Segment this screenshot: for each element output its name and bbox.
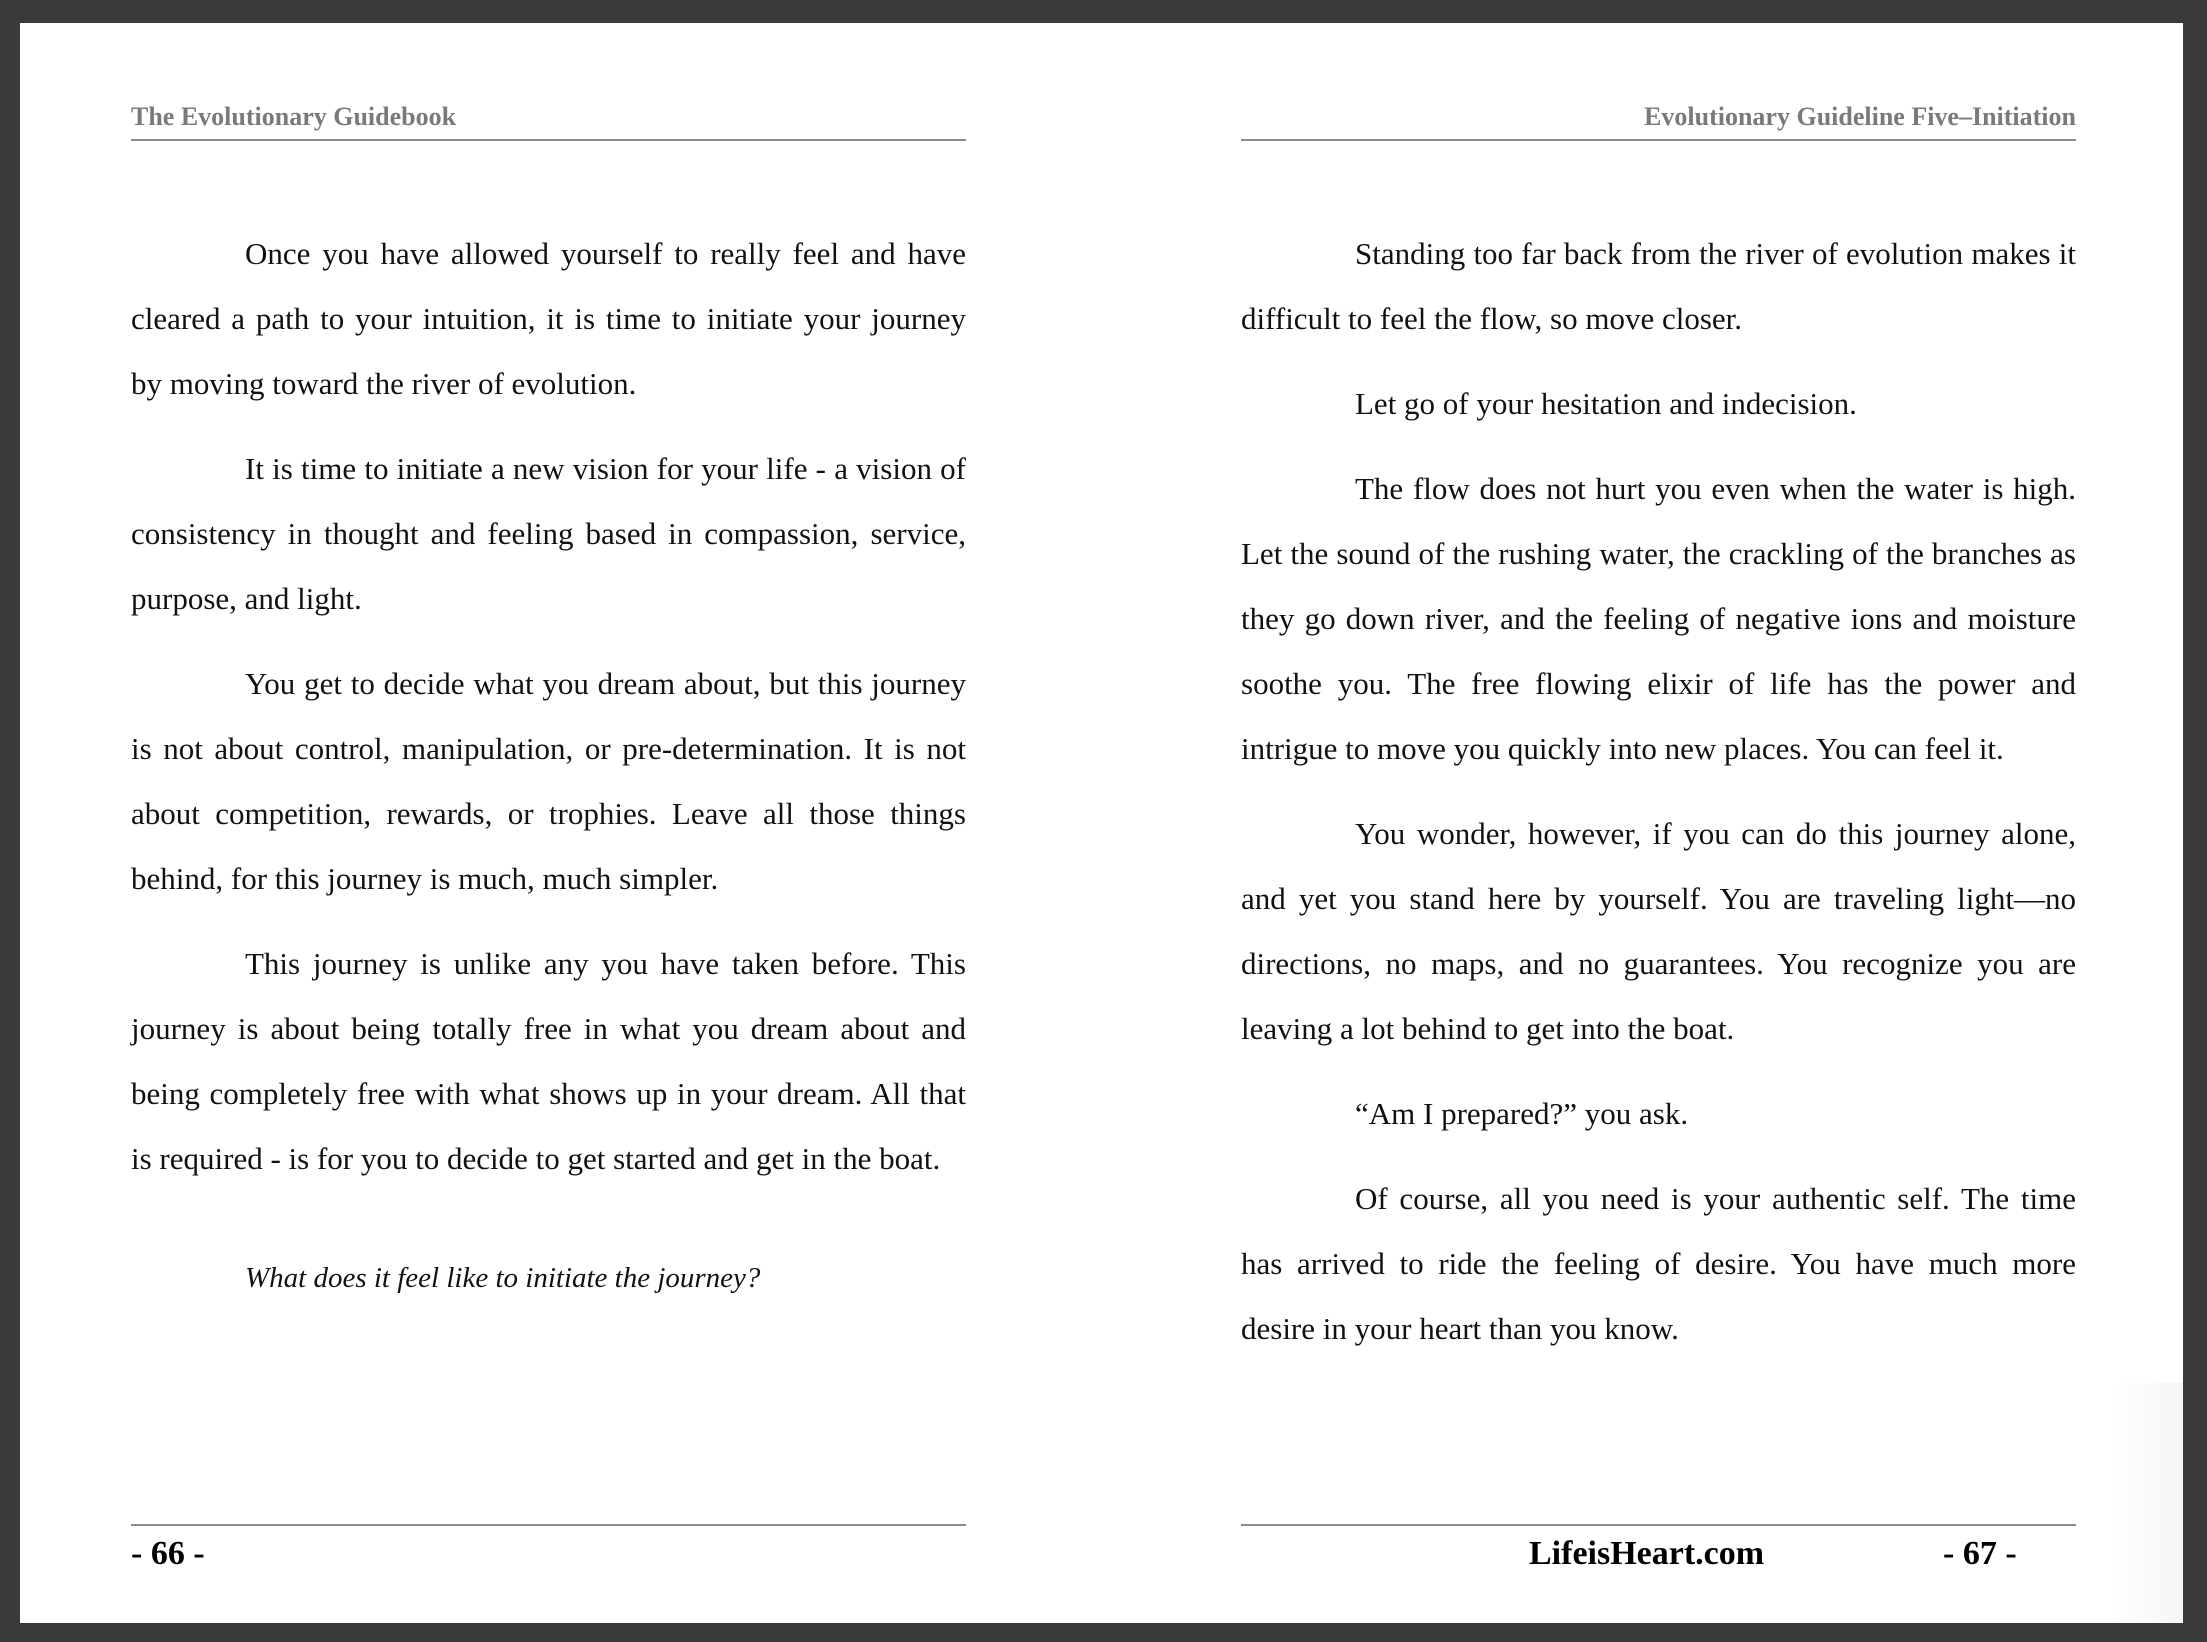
footer-rule — [131, 1524, 966, 1526]
paragraph: Once you have allowed yourself to really feel and have cleared a path to your intuition, it is time to initiate your journey by moving toward the river of evolution. — [131, 236, 966, 401]
paragraph: You wonder, however, if you can do this journey alone, and yet you stand here by yourself. You are traveling light—no directions, no maps, and no guarantees. You recognize you are leaving a lot behind to get into the boat. — [1241, 816, 2076, 1046]
website-footer: LifeisHeart.com — [1529, 1535, 1765, 1572]
header-rule — [131, 139, 966, 141]
running-head-left: The Evolutionary Guidebook — [131, 102, 457, 131]
page-number-right: - 67 - — [1943, 1535, 2017, 1572]
book-spread — [20, 23, 2183, 1623]
header-rule — [1241, 139, 2076, 141]
footer-rule — [1241, 1524, 2076, 1526]
paragraph: Standing too far back from the river of evolution makes it difficult to feel the flow, so move closer. — [1241, 236, 2076, 336]
paragraph: Let go of your hesitation and indecision. — [1355, 386, 1857, 421]
paragraph: You get to decide what you dream about, but this journey is not about control, manipulation, or pre-determination. It is not about competition, rewards, or trophies. Leave all those things behind, for this journey is much, much simpler. — [131, 666, 966, 896]
right-page — [1241, 23, 2076, 1623]
running-head-right: Evolutionary Guideline Five–Initiation — [1644, 102, 2076, 131]
page-curl-shadow — [2113, 1383, 2183, 1623]
left-page — [131, 23, 966, 1623]
right-body-text — [1241, 221, 2076, 1381]
paragraph: It is time to initiate a new vision for your life - a vision of consistency in thought and feeling based in compassion, service, purpose, and light. — [131, 451, 966, 616]
left-body-text — [131, 221, 966, 1331]
page-number-left: - 66 - — [131, 1535, 205, 1572]
reflection-question: What does it feel like to initiate the journey? — [245, 1262, 761, 1294]
paragraph: The flow does not hurt you even when the water is high. Let the sound of the rushing water, the crackling of the branches as they go down river, and the feeling of negative ions and moisture soothe you. The free flowing elixir of life has the power and intrigue to move you quickly into new places. You can feel it. — [1241, 471, 2076, 766]
paragraph: “Am I prepared?” you ask. — [1355, 1096, 1689, 1131]
paragraph: This journey is unlike any you have taken before. This journey is about being totally free in what you dream about and being completely free with what shows up in your dream. All that is required - is for you to decide to get started and get in the boat. — [131, 946, 966, 1176]
paragraph: Of course, all you need is your authentic self. The time has arrived to ride the feeling of desire. You have much more desire in your heart than you know. — [1241, 1181, 2076, 1346]
